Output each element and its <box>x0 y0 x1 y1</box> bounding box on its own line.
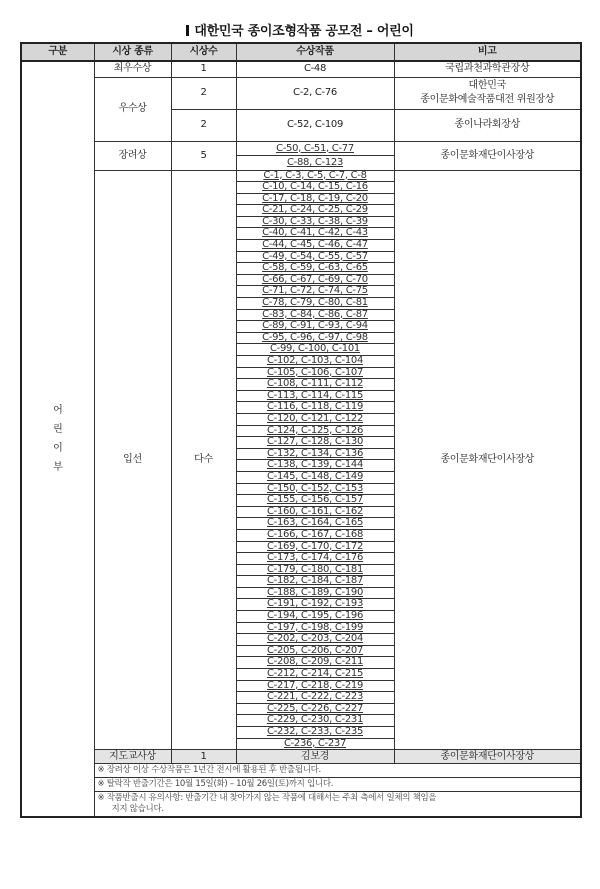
row-grand-prize <box>21 61 581 77</box>
note-2: ※ 탈락작 반출기간은 10월 15일(화) – 10월 26일(토)까지 입니다. <box>95 778 581 792</box>
remarks-line-1: 대한민국 <box>468 80 506 91</box>
works-line: C-225, C-226, C-227 <box>237 704 394 716</box>
works-line: C-217, C-218, C-219 <box>237 681 394 693</box>
award-count: 1 <box>171 61 236 77</box>
works-line: C-58, C-59, C-63, C-65 <box>237 263 394 275</box>
works-line: C-108, C-111, C-112 <box>237 379 394 391</box>
winning-works <box>236 141 394 170</box>
group-children <box>21 61 94 817</box>
works-line: C-160, C-161, C-162 <box>237 507 394 519</box>
works-line: C-155, C-156, C-157 <box>237 495 394 507</box>
title-bar-marker <box>186 25 189 36</box>
winning-works: C-48 <box>236 61 394 77</box>
group-label: 어 린 이 부 <box>53 405 63 474</box>
works-line: C-138, C-139, C-144 <box>237 460 394 472</box>
award-type: 우수상 <box>94 77 171 141</box>
works-line: C-182, C-184, C-187 <box>237 576 394 588</box>
works-line: C-208, C-209, C-211 <box>237 657 394 669</box>
note-3-line-2: 지지 않습니다. <box>111 804 164 815</box>
works-line: C-17, C-18, C-19, C-20 <box>237 194 394 206</box>
works-line: C-205, C-206, C-207 <box>237 646 394 658</box>
works-line: C-188, C-189, C-190 <box>237 588 394 600</box>
works-line: C-163, C-164, C-165 <box>237 518 394 530</box>
header-winning-works: 수상작품 <box>236 43 394 61</box>
works-line: C-105, C-106, C-107 <box>237 368 394 380</box>
award-count: 1 <box>171 750 236 764</box>
works-line: C-212, C-214, C-215 <box>237 669 394 681</box>
award-count: 2 <box>171 77 236 109</box>
works-line: C-169, C-170, C-172 <box>237 542 394 554</box>
page-title <box>0 20 600 39</box>
award-count: 다수 <box>171 170 236 750</box>
works-line: C-1, C-3, C-5, C-7, C-8 <box>237 171 394 183</box>
awards-table <box>20 42 582 818</box>
works-line: C-88, C-123 <box>286 157 344 168</box>
row-teacher-award <box>21 750 581 764</box>
works-line: C-40, C-41, C-42, C-43 <box>237 228 394 240</box>
row-excellence-1 <box>21 77 581 109</box>
works-line: C-95, C-96, C-97, C-98 <box>237 333 394 345</box>
header-award-type: 시상 종류 <box>94 43 171 61</box>
selected-works-list <box>237 171 394 750</box>
works-line: C-83, C-84, C-86, C-87 <box>237 310 394 322</box>
remarks <box>394 77 581 109</box>
works-line: C-78, C-79, C-80, C-81 <box>237 298 394 310</box>
winning-works: C-2, C-76 <box>236 77 394 109</box>
notes-cell <box>94 764 581 818</box>
note-1: ※ 장려상 이상 수상작품은 1년간 전시에 활용된 후 반출됩니다. <box>95 764 581 778</box>
remarks: 종이문화재단이사장상 <box>394 170 581 750</box>
works-line: C-99, C-100, C-101 <box>237 344 394 356</box>
works-line: C-194, C-195, C-196 <box>237 611 394 623</box>
note-3-line-1: ※ 작품반출시 유의사항: 반출기간 내 찾아가지 않는 작품에 대해서는 주최 측에서 일체의 책임을 <box>97 793 437 804</box>
works-line: C-191, C-192, C-193 <box>237 599 394 611</box>
winning-works: 김보경 <box>236 750 394 764</box>
header-remarks: 비고 <box>394 43 581 61</box>
works-line: C-232, C-233, C-235 <box>237 727 394 739</box>
award-type: 지도교사상 <box>94 750 171 764</box>
works-line: C-132, C-134, C-136 <box>237 449 394 461</box>
award-type: 최우수상 <box>94 61 171 77</box>
works-line: C-66, C-67, C-69, C-70 <box>237 275 394 287</box>
works-line: C-236, C-237 <box>283 738 347 749</box>
works-line: C-113, C-114, C-115 <box>237 391 394 403</box>
remarks: 종이문화재단이사장상 <box>394 141 581 170</box>
header-category: 구분 <box>21 43 94 61</box>
works-line: C-221, C-222, C-223 <box>237 692 394 704</box>
winning-works: C-52, C-109 <box>236 109 394 141</box>
works-line: C-127, C-128, C-130 <box>237 437 394 449</box>
award-type: 장려상 <box>94 141 171 170</box>
works-line: C-166, C-167, C-168 <box>237 530 394 542</box>
remarks: 종이문화재단이사장상 <box>394 750 581 764</box>
works-line: C-21, C-24, C-25, C-29 <box>237 205 394 217</box>
works-line: C-116, C-118, C-119 <box>237 402 394 414</box>
works-line: C-10, C-14, C-15, C-16 <box>237 182 394 194</box>
row-encouragement <box>21 141 581 170</box>
works-line: C-179, C-180, C-181 <box>237 565 394 577</box>
works-line: C-173, C-174, C-176 <box>237 553 394 565</box>
works-line: C-89, C-91, C-93, C-94 <box>237 321 394 333</box>
row-selected <box>21 170 581 750</box>
works-line: C-202, C-203, C-204 <box>237 634 394 646</box>
works-line: C-124, C-125, C-126 <box>237 426 394 438</box>
works-line: C-30, C-33, C-38, C-39 <box>237 217 394 229</box>
works-line: C-44, C-45, C-46, C-47 <box>237 240 394 252</box>
header-row <box>21 43 581 61</box>
works-line: C-49, C-54, C-55, C-57 <box>237 252 394 264</box>
works-line: C-197, C-198, C-199 <box>237 623 394 635</box>
notes-row <box>21 764 581 818</box>
winning-works <box>236 170 394 750</box>
works-line: C-71, C-72, C-74, C-75 <box>237 286 394 298</box>
remarks-line-2: 종이문화예술작품대전 위원장상 <box>420 94 555 105</box>
works-line: C-120, C-121, C-122 <box>237 414 394 426</box>
remarks: 종이나라회장상 <box>394 109 581 141</box>
note-3 <box>95 792 581 816</box>
title-text: 대한민국 종이조형작품 공모전 – 어린이 <box>194 24 414 39</box>
award-count: 5 <box>171 141 236 170</box>
works-line: C-229, C-230, C-231 <box>237 715 394 727</box>
award-type: 입선 <box>94 170 171 750</box>
remarks: 국립과천과학관장상 <box>394 61 581 77</box>
works-line: C-102, C-103, C-104 <box>237 356 394 368</box>
works-line: C-50, C-51, C-77 <box>237 142 394 157</box>
works-line: C-145, C-148, C-149 <box>237 472 394 484</box>
header-award-count: 시상수 <box>171 43 236 61</box>
award-count: 2 <box>171 109 236 141</box>
works-line: C-150, C-152, C-153 <box>237 484 394 496</box>
